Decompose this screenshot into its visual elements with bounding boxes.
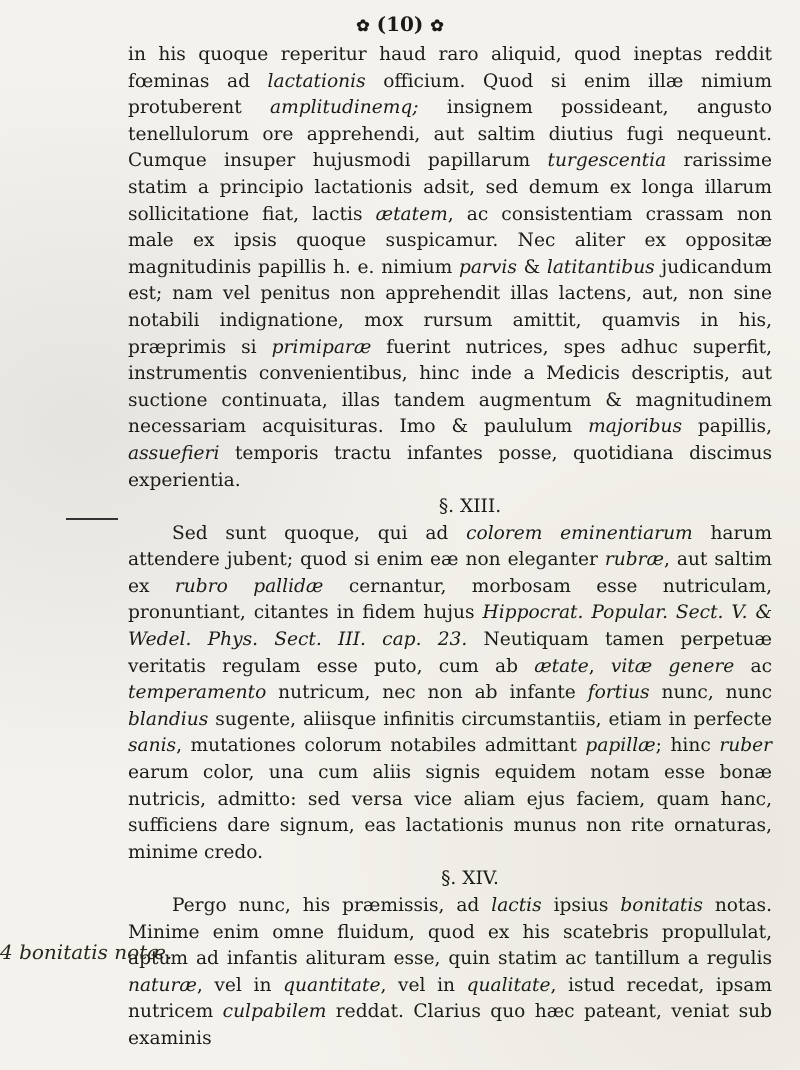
text-run: , xyxy=(588,655,611,677)
italic-term: assuefieri xyxy=(128,442,220,464)
text-run: rarissime statim a principio lactationis adsit, sed demum ex longa illarum sollicitatione fiat, lactis xyxy=(128,150,772,225)
italic-term: naturæ xyxy=(128,974,197,996)
text-run: earum color, una cum aliis signis equidem notam esse bonæ nutricis, admitto: sed versa vice aliam ejus faciem, quam hanc, sufficiens dare signum, eas lactationis munus non rite ornaturas, minime credo. xyxy=(128,762,772,863)
section-heading: §. XIV. xyxy=(441,868,499,890)
italic-term: ætatem xyxy=(375,203,448,225)
italic-term: temperamento xyxy=(128,682,267,704)
italic-term: colorem eminentiarum xyxy=(466,522,693,544)
text-run: reddat. Clarius quo hæc pateant, veniat sub examinis xyxy=(128,1001,772,1049)
text-run: Neutiquam tamen perpetuæ veritatis regulam esse puto, cum ab xyxy=(128,629,772,677)
text-run: harum attendere jubent; quod si enim eæ non eleganter xyxy=(128,522,773,571)
page-header xyxy=(0,12,800,36)
italic-term: rubræ xyxy=(604,549,664,571)
text-run: in his quoque reperitur haud raro aliquid, quod ineptas reddit fœminas ad xyxy=(128,44,772,92)
ornament-left-icon: ✿ xyxy=(356,16,370,35)
italic-term: parvis xyxy=(459,256,517,278)
text-run: nunc, nunc xyxy=(649,682,772,704)
italic-term: vitæ genere xyxy=(610,655,735,677)
italic-term: primiparæ xyxy=(271,336,372,358)
italic-term: amplitudinemq; xyxy=(269,97,419,119)
text-run: Sed sunt quoque, qui ad xyxy=(172,522,467,544)
text-run: judicandum est; nam vel penitus non apprehendit illas lactens, aut, non sine notabili indignatione, mox rursum amittit, quamvis in his, præprimis si xyxy=(128,256,773,358)
text-run: , mutationes colorum notabiles admittant xyxy=(176,735,586,757)
paragraph xyxy=(128,893,772,1053)
text-run: papillis, xyxy=(682,416,773,438)
italic-term: ruber xyxy=(719,735,772,757)
italic-term: rubro pallidæ xyxy=(174,575,324,597)
italic-term: sanis xyxy=(128,735,177,757)
margin-note: 4 bonitatis notæ. xyxy=(0,940,173,964)
text-run: sugente, aliisque infinitis circumstantiis, etiam in perfecte xyxy=(208,708,772,730)
text-run: nutricum, nec non ab infante xyxy=(266,682,588,704)
italic-term: Hippocrat. Popular. Sect. V. & Wedel. Phys. Sect. III. cap. 23. xyxy=(128,602,772,651)
body-text xyxy=(128,42,772,1053)
text-run: cernantur, morbosam esse nutriculam, pronuntiant, citantes in fidem hujus xyxy=(128,575,773,624)
paragraph xyxy=(128,521,772,867)
text-run: notas. Minime enim omne fluidum, quod ex his scatebris propullulat, aptum ad infantis alituram esse, quin statim ac tantillum a regulis xyxy=(128,895,772,970)
page-number: (10) xyxy=(376,12,424,36)
italic-term: latitantibus xyxy=(546,256,655,278)
paragraph xyxy=(128,42,772,494)
text-run: officium. Quod si enim illæ nimium protuberent xyxy=(128,70,772,119)
italic-term: lactationis xyxy=(267,70,366,92)
italic-term: lactis xyxy=(491,895,542,916)
ornament-right-icon: ✿ xyxy=(430,16,444,35)
text-run: ac xyxy=(734,655,772,677)
italic-term: papillæ xyxy=(585,735,656,757)
italic-term: majoribus xyxy=(588,416,683,438)
text-run: temporis tractu infantes posse, quotidiana discimus experientia. xyxy=(128,442,772,491)
text-run: , ac consistentiam crassam non male ex ipsis quoque suspicamur. Nec aliter ex oppositæ magnitudinis papillis h. e. nimium xyxy=(128,203,772,278)
text-run: ; hinc xyxy=(655,735,720,757)
text-run: , istud recedat, ipsam nutricem xyxy=(128,974,772,1023)
italic-term: fortius xyxy=(587,682,650,704)
italic-term: turgescentia xyxy=(547,150,667,172)
text-run: & xyxy=(516,256,547,278)
italic-term: blandius xyxy=(128,708,209,730)
text-run: Pergo nunc, his præmissis, ad xyxy=(172,895,492,916)
section-heading: §. XIII. xyxy=(438,496,502,518)
italic-term: ætate xyxy=(534,655,589,677)
italic-term: bonitatis xyxy=(620,895,703,916)
text-run: , vel in xyxy=(380,974,467,996)
text-run: , aut saltim ex xyxy=(128,549,772,597)
margin-dash xyxy=(66,518,118,520)
italic-term: qualitate xyxy=(466,974,551,996)
italic-term: quantitate xyxy=(283,974,381,996)
text-run: insignem possideant, angusto tenellulorum ore apprehendi, aut saltim diutius fugi nequeunt. Cumque insuper hujusmodi papillarum xyxy=(128,97,773,172)
text-run: , vel in xyxy=(196,974,284,996)
text-run: ipsius xyxy=(541,895,621,916)
italic-term: culpabilem xyxy=(222,1001,327,1023)
text-run: fuerint nutrices, spes adhuc superfit, instrumentis convenientibus, hinc inde a Medicis descriptis, aut suctione continuata, illas tandem augmentum & magnitudinem necessariam acquisituras. Imo & paululum xyxy=(128,336,773,438)
